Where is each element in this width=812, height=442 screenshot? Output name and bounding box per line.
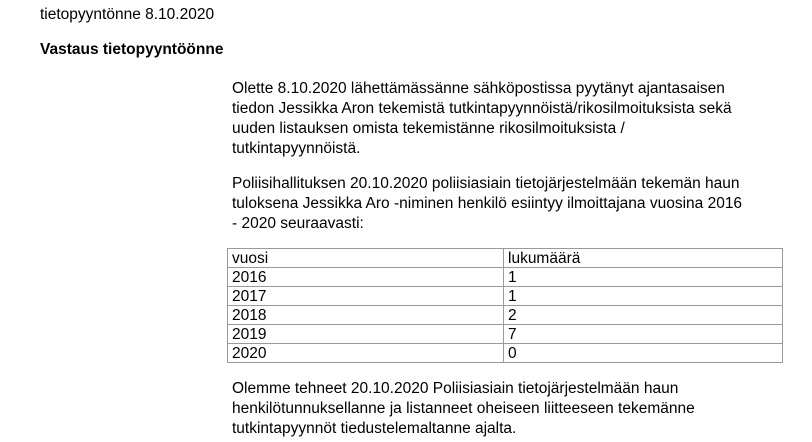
year-cell: 2019 xyxy=(228,325,504,344)
count-cell: 1 xyxy=(504,287,783,306)
text-line: tutkintapyynnöistä. xyxy=(232,140,361,157)
paragraph-search-result xyxy=(232,174,812,234)
text-line: - 2020 seuraavasti: xyxy=(232,215,364,232)
document-heading: Vastaus tietopyyntöönne xyxy=(40,41,224,58)
year-cell: 2017 xyxy=(228,287,504,306)
column-header-count: lukumäärä xyxy=(504,249,783,268)
table-row xyxy=(228,287,783,306)
count-cell: 1 xyxy=(504,268,783,287)
paragraph-attachment xyxy=(232,379,812,439)
count-cell: 7 xyxy=(504,325,783,344)
paragraph-request xyxy=(232,79,812,159)
text-line: Olette 8.10.2020 lähettämässänne sähköpostissa pyytänyt ajantasaisen xyxy=(232,80,725,97)
table-row xyxy=(228,344,783,363)
text-line: tuloksena Jessikka Aro -niminen henkilö esiintyy ilmoittajana vuosina 2016 xyxy=(232,195,743,212)
table-row xyxy=(228,268,783,287)
year-cell: 2016 xyxy=(228,268,504,287)
reference-line: tietopyyntönne 8.10.2020 xyxy=(40,6,215,23)
year-cell: 2018 xyxy=(228,306,504,325)
text-line: tutkintapyynnöt tiedustelemaltanne ajalta. xyxy=(232,420,517,437)
count-cell: 0 xyxy=(504,344,783,363)
text-line: tiedon Jessikka Aron tekemistä tutkintapyynnöistä/rikosilmoituksista sekä xyxy=(232,100,732,117)
text-line: Olemme tehneet 20.10.2020 Poliisiasiain tietojärjestelmään haun xyxy=(232,380,679,397)
text-line: henkilötunnuksellanne ja listanneet oheiseen liitteeseen tekemänne xyxy=(232,400,695,417)
reports-per-year-table xyxy=(227,248,783,363)
year-cell: 2020 xyxy=(228,344,504,363)
table-row xyxy=(228,325,783,344)
table-row xyxy=(228,306,783,325)
column-header-year: vuosi xyxy=(228,249,504,268)
text-line: uuden listauksen omista tekemistänne rikosilmoituksista / xyxy=(232,120,625,137)
text-line: Poliisihallituksen 20.10.2020 poliisiasiain tietojärjestelmään tekemän haun xyxy=(232,175,740,192)
table-header-row xyxy=(228,249,783,268)
count-cell: 2 xyxy=(504,306,783,325)
